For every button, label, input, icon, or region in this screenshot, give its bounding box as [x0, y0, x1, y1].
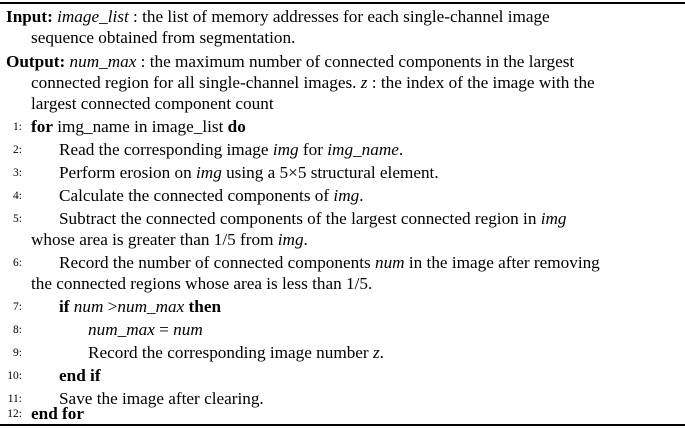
step-text: whose area is greater than 1/5 from: [31, 230, 278, 249]
step-text: using a 5×5 structural element.: [221, 163, 439, 182]
step-number: 2:: [13, 144, 22, 156]
step-text: the connected regions whose area is less than 1/5.: [31, 274, 373, 293]
step-text: Save the image after clearing.: [59, 389, 264, 408]
step-text: .: [303, 230, 308, 249]
var-num-max: num_max: [88, 320, 155, 339]
step-text: .: [398, 140, 404, 159]
step-number: 5:: [13, 213, 22, 225]
var-num-max: num_max: [117, 297, 185, 316]
step-number: 7:: [13, 301, 22, 313]
step-number: 8:: [13, 324, 22, 336]
step-number: 6:: [13, 257, 22, 269]
step-text: Subtract the connected components of the largest connected region in: [59, 209, 541, 228]
top-rule: [0, 2, 685, 4]
keyword-for: for: [31, 117, 53, 136]
keyword-end-for: end for: [31, 404, 84, 423]
step-text: img_name in image_list: [52, 117, 228, 136]
var-num: num: [73, 297, 104, 316]
input-var: image_list: [57, 7, 129, 26]
input-desc-2: sequence obtained from segmentation.: [31, 28, 296, 47]
output-var-2: z: [360, 73, 368, 92]
output-desc-2a: connected region for all single-channel images.: [31, 73, 361, 92]
step-text: Perform erosion on: [59, 163, 196, 182]
var-img: img: [272, 140, 299, 159]
step-number: 9:: [13, 347, 22, 359]
output-desc-1: : the maximum number of connected components in the largest: [136, 52, 575, 71]
step-text: in the image after removing: [404, 253, 600, 272]
var-img: img: [540, 209, 567, 228]
keyword-if: if: [59, 297, 70, 316]
output-label: Output:: [6, 52, 66, 71]
step-number: 11:: [7, 393, 22, 405]
var-z: z: [372, 343, 380, 362]
step-number: 3:: [13, 167, 22, 179]
operator-gt: >: [103, 297, 118, 316]
step-text: .: [359, 186, 364, 205]
var-img-name: img_name: [327, 140, 399, 159]
keyword-then: then: [188, 297, 222, 316]
keyword-do: do: [227, 117, 246, 136]
bottom-rule: [0, 424, 685, 426]
step-text: Record the corresponding image number: [88, 343, 373, 362]
var-num: num: [173, 320, 203, 339]
output-desc-2b: : the index of the image with the: [367, 73, 595, 92]
step-text: for: [298, 140, 328, 159]
step-number: 12:: [7, 408, 22, 420]
step-text: Calculate the connected components of: [59, 186, 334, 205]
input-desc-1: : the list of memory addresses for each single-channel image: [128, 7, 550, 26]
input-label: Input:: [6, 7, 53, 26]
step-text: .: [379, 343, 384, 362]
step-number: 4:: [13, 190, 22, 202]
step-text: Read the corresponding image: [59, 140, 273, 159]
operator-eq: =: [154, 320, 174, 339]
output-var: num_max: [69, 52, 137, 71]
step-number: 1:: [13, 121, 22, 133]
step-number: 10:: [7, 370, 22, 382]
step-text: Record the number of connected components: [59, 253, 375, 272]
var-num: num: [374, 253, 405, 272]
var-img: img: [196, 163, 222, 182]
var-img: img: [333, 186, 360, 205]
keyword-end-if: end if: [59, 366, 101, 385]
output-desc-3: largest connected component count: [31, 94, 274, 113]
var-img: img: [277, 230, 304, 249]
